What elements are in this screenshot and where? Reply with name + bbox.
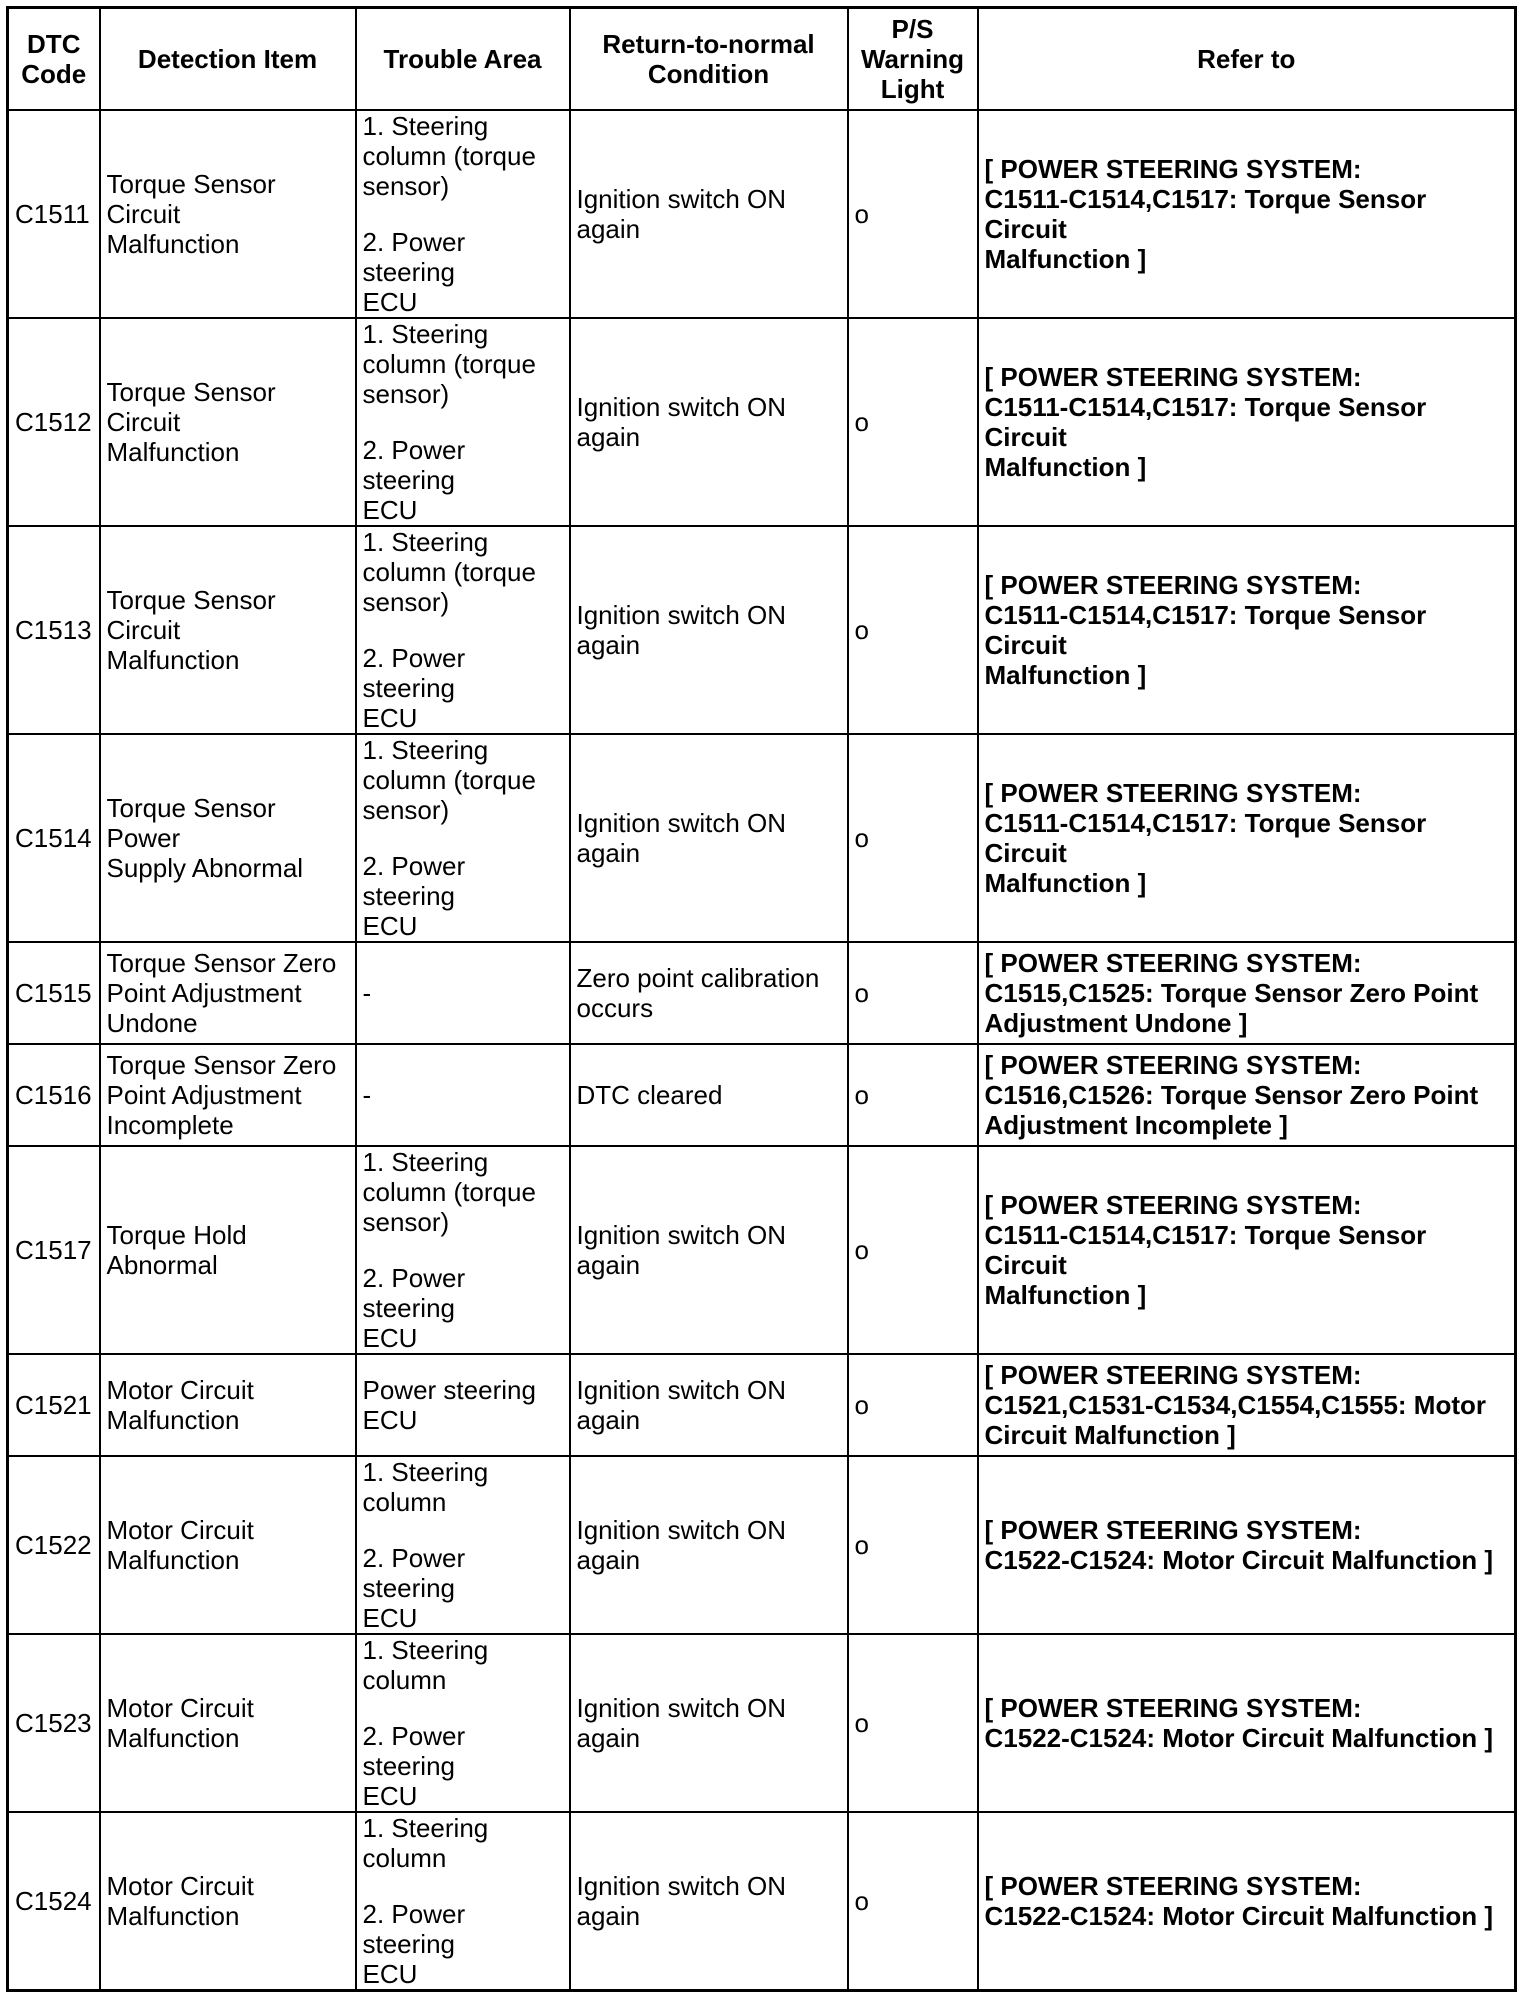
trouble-area-cell bbox=[356, 1146, 570, 1354]
detection-item-line: Torque Sensor Circuit bbox=[106, 585, 276, 645]
detection-item-cell bbox=[100, 526, 356, 734]
detection-item-line: Malfunction bbox=[106, 229, 240, 259]
trouble-area-line: ECU bbox=[362, 1405, 418, 1435]
return-condition-cell bbox=[570, 942, 848, 1044]
return-condition-cell bbox=[570, 318, 848, 526]
refer-to-cell bbox=[978, 942, 1516, 1044]
dtc-code-cell: C1522 bbox=[8, 1456, 100, 1634]
return-condition-cell bbox=[570, 1634, 848, 1812]
dtc-table-body bbox=[8, 110, 1516, 1991]
refer-to-line: [ POWER STEERING SYSTEM: bbox=[984, 1190, 1362, 1220]
refer-to-cell bbox=[978, 318, 1516, 526]
header-trouble-area bbox=[356, 8, 570, 111]
refer-to-line: [ POWER STEERING SYSTEM: bbox=[984, 1050, 1362, 1080]
header-dtc-code-line: DTC bbox=[27, 29, 81, 59]
trouble-area-line: 1. Steering bbox=[362, 1813, 489, 1843]
trouble-area-line: ECU bbox=[362, 911, 418, 941]
trouble-area-line: sensor) bbox=[362, 795, 450, 825]
trouble-area-line: column (torque bbox=[362, 765, 536, 795]
refer-to-line: [ POWER STEERING SYSTEM: bbox=[984, 1871, 1362, 1901]
warning-light-cell: o bbox=[848, 1812, 978, 1991]
detection-item-line: Malfunction bbox=[106, 437, 240, 467]
return-condition-cell bbox=[570, 1354, 848, 1456]
trouble-area-cell bbox=[356, 1456, 570, 1634]
detection-item-cell bbox=[100, 1634, 356, 1812]
return-condition-line: DTC cleared bbox=[576, 1080, 723, 1110]
header-trouble-area-line: Trouble Area bbox=[383, 44, 542, 74]
trouble-area-line: - bbox=[362, 978, 372, 1008]
trouble-area-line: column (torque bbox=[362, 141, 536, 171]
detection-item-line: Torque Sensor Circuit bbox=[106, 377, 276, 437]
return-condition-line: Ignition switch ON bbox=[576, 1220, 787, 1250]
header-detection-item bbox=[100, 8, 356, 111]
table-row bbox=[8, 318, 1516, 526]
return-condition-line: again bbox=[576, 214, 641, 244]
refer-to-line: Malfunction ] bbox=[984, 868, 1147, 898]
return-condition-cell bbox=[570, 1146, 848, 1354]
trouble-area-line: column bbox=[362, 1665, 447, 1695]
table-row bbox=[8, 1354, 1516, 1456]
detection-item-line: Motor Circuit bbox=[106, 1515, 254, 1545]
return-condition-line: again bbox=[576, 1405, 641, 1435]
header-warning-light-line: Warning bbox=[860, 44, 965, 74]
refer-to-cell bbox=[978, 110, 1516, 318]
trouble-area-cell bbox=[356, 1044, 570, 1146]
trouble-area-line: ECU bbox=[362, 1603, 418, 1633]
refer-to-cell bbox=[978, 1146, 1516, 1354]
return-condition-line: Ignition switch ON bbox=[576, 184, 787, 214]
detection-item-line: Supply Abnormal bbox=[106, 853, 304, 883]
detection-item-line: Incomplete bbox=[106, 1110, 234, 1140]
refer-to-line: C1522-C1524: Motor Circuit Malfunction ] bbox=[984, 1723, 1494, 1753]
trouble-area-line: 1. Steering bbox=[362, 319, 489, 349]
dtc-code-cell: C1521 bbox=[8, 1354, 100, 1456]
dtc-code-cell: C1517 bbox=[8, 1146, 100, 1354]
detection-item-line: Torque Sensor Circuit bbox=[106, 169, 276, 229]
header-return-condition-line: Condition bbox=[647, 59, 770, 89]
trouble-area-line: ECU bbox=[362, 1323, 418, 1353]
return-condition-line: again bbox=[576, 630, 641, 660]
trouble-area-line: ECU bbox=[362, 1959, 418, 1989]
refer-to-line: C1511-C1514,C1517: Torque Sensor Circuit bbox=[984, 1220, 1427, 1280]
trouble-area-cell bbox=[356, 318, 570, 526]
refer-to-line: C1511-C1514,C1517: Torque Sensor Circuit bbox=[984, 184, 1427, 244]
trouble-area-line: 2. Power steering bbox=[362, 1543, 466, 1603]
refer-to-line: C1511-C1514,C1517: Torque Sensor Circuit bbox=[984, 392, 1427, 452]
table-row bbox=[8, 526, 1516, 734]
trouble-area-line: 2. Power steering bbox=[362, 643, 466, 703]
refer-to-line: C1521,C1531-C1534,C1554,C1555: Motor bbox=[984, 1390, 1486, 1420]
table-row bbox=[8, 110, 1516, 318]
refer-to-line: C1522-C1524: Motor Circuit Malfunction ] bbox=[984, 1545, 1494, 1575]
trouble-area-cell bbox=[356, 526, 570, 734]
refer-to-line: C1511-C1514,C1517: Torque Sensor Circuit bbox=[984, 808, 1427, 868]
refer-to-cell bbox=[978, 1634, 1516, 1812]
dtc-code-cell: C1512 bbox=[8, 318, 100, 526]
dtc-code-cell: C1513 bbox=[8, 526, 100, 734]
detection-item-line: Motor Circuit bbox=[106, 1871, 254, 1901]
trouble-area-line: column (torque bbox=[362, 349, 536, 379]
return-condition-cell bbox=[570, 110, 848, 318]
detection-item-cell bbox=[100, 1812, 356, 1991]
trouble-area-line: 1. Steering bbox=[362, 1635, 489, 1665]
dtc-code-cell: C1516 bbox=[8, 1044, 100, 1146]
trouble-area-line: 1. Steering bbox=[362, 1147, 489, 1177]
dtc-code-cell: C1524 bbox=[8, 1812, 100, 1991]
detection-item-cell bbox=[100, 1354, 356, 1456]
refer-to-cell bbox=[978, 526, 1516, 734]
refer-to-cell bbox=[978, 1456, 1516, 1634]
return-condition-line: Ignition switch ON bbox=[576, 808, 787, 838]
detection-item-line: Malfunction bbox=[106, 1901, 240, 1931]
return-condition-cell bbox=[570, 1812, 848, 1991]
trouble-area-cell bbox=[356, 1354, 570, 1456]
detection-item-cell bbox=[100, 942, 356, 1044]
trouble-area-line: 1. Steering bbox=[362, 527, 489, 557]
return-condition-line: again bbox=[576, 1250, 641, 1280]
header-dtc-code bbox=[8, 8, 100, 111]
detection-item-line: Torque Hold bbox=[106, 1220, 247, 1250]
table-row bbox=[8, 734, 1516, 942]
dtc-table bbox=[6, 6, 1517, 1992]
trouble-area-line: Power steering bbox=[362, 1375, 536, 1405]
return-condition-line: Zero point calibration bbox=[576, 963, 820, 993]
trouble-area-line: 2. Power steering bbox=[362, 435, 466, 495]
detection-item-cell bbox=[100, 734, 356, 942]
refer-to-cell bbox=[978, 1044, 1516, 1146]
refer-to-line: C1516,C1526: Torque Sensor Zero Point bbox=[984, 1080, 1479, 1110]
refer-to-line: [ POWER STEERING SYSTEM: bbox=[984, 362, 1362, 392]
return-condition-line: Ignition switch ON bbox=[576, 1693, 787, 1723]
warning-light-cell: o bbox=[848, 942, 978, 1044]
detection-item-line: Undone bbox=[106, 1008, 198, 1038]
return-condition-line: occurs bbox=[576, 993, 654, 1023]
return-condition-cell bbox=[570, 526, 848, 734]
table-row bbox=[8, 1146, 1516, 1354]
trouble-area-line: ECU bbox=[362, 703, 418, 733]
dtc-code-cell: C1515 bbox=[8, 942, 100, 1044]
trouble-area-cell bbox=[356, 1812, 570, 1991]
header-return-condition bbox=[570, 8, 848, 111]
header-row bbox=[8, 8, 1516, 111]
refer-to-line: [ POWER STEERING SYSTEM: bbox=[984, 948, 1362, 978]
table-row bbox=[8, 1634, 1516, 1812]
warning-light-cell: o bbox=[848, 1456, 978, 1634]
refer-to-line: [ POWER STEERING SYSTEM: bbox=[984, 1360, 1362, 1390]
trouble-area-line: sensor) bbox=[362, 171, 450, 201]
trouble-area-line: 2. Power steering bbox=[362, 1899, 466, 1959]
return-condition-line: again bbox=[576, 1723, 641, 1753]
trouble-area-line: ECU bbox=[362, 287, 418, 317]
refer-to-line: C1515,C1525: Torque Sensor Zero Point bbox=[984, 978, 1479, 1008]
warning-light-cell: o bbox=[848, 1044, 978, 1146]
trouble-area-cell bbox=[356, 942, 570, 1044]
trouble-area-cell bbox=[356, 1634, 570, 1812]
return-condition-line: Ignition switch ON bbox=[576, 1375, 787, 1405]
warning-light-cell: o bbox=[848, 1146, 978, 1354]
return-condition-cell bbox=[570, 1456, 848, 1634]
refer-to-line: [ POWER STEERING SYSTEM: bbox=[984, 1515, 1362, 1545]
trouble-area-line: - bbox=[362, 1080, 372, 1110]
refer-to-line: [ POWER STEERING SYSTEM: bbox=[984, 1693, 1362, 1723]
trouble-area-line: ECU bbox=[362, 495, 418, 525]
trouble-area-line: column (torque bbox=[362, 557, 536, 587]
return-condition-line: again bbox=[576, 1545, 641, 1575]
dtc-code-cell: C1514 bbox=[8, 734, 100, 942]
refer-to-line: Circuit Malfunction ] bbox=[984, 1420, 1236, 1450]
header-dtc-code-line: Code bbox=[21, 59, 87, 89]
detection-item-cell bbox=[100, 318, 356, 526]
detection-item-cell bbox=[100, 1044, 356, 1146]
header-warning-light-line: Light bbox=[880, 74, 945, 104]
detection-item-cell bbox=[100, 110, 356, 318]
trouble-area-line: 2. Power steering bbox=[362, 227, 466, 287]
header-warning-light-line: P/S bbox=[891, 14, 934, 44]
header-detection-item-line: Detection Item bbox=[137, 44, 318, 74]
header-return-condition-line: Return-to-normal bbox=[602, 29, 815, 59]
return-condition-line: again bbox=[576, 422, 641, 452]
detection-item-line: Motor Circuit bbox=[106, 1693, 254, 1723]
trouble-area-line: ECU bbox=[362, 1781, 418, 1811]
refer-to-line: C1522-C1524: Motor Circuit Malfunction ] bbox=[984, 1901, 1494, 1931]
trouble-area-line: sensor) bbox=[362, 379, 450, 409]
detection-item-line: Malfunction bbox=[106, 645, 240, 675]
refer-to-cell bbox=[978, 1812, 1516, 1991]
trouble-area-line: 2. Power steering bbox=[362, 851, 466, 911]
trouble-area-line: column (torque bbox=[362, 1177, 536, 1207]
trouble-area-line: sensor) bbox=[362, 587, 450, 617]
trouble-area-line: sensor) bbox=[362, 1207, 450, 1237]
return-condition-line: Ignition switch ON bbox=[576, 1515, 787, 1545]
detection-item-line: Torque Sensor Zero bbox=[106, 1050, 337, 1080]
trouble-area-line: 1. Steering bbox=[362, 1457, 489, 1487]
trouble-area-line: column bbox=[362, 1487, 447, 1517]
warning-light-cell: o bbox=[848, 318, 978, 526]
return-condition-line: again bbox=[576, 1901, 641, 1931]
header-warning-light bbox=[848, 8, 978, 111]
header-refer-to bbox=[978, 8, 1516, 111]
refer-to-cell bbox=[978, 734, 1516, 942]
return-condition-cell bbox=[570, 734, 848, 942]
return-condition-cell bbox=[570, 1044, 848, 1146]
warning-light-cell: o bbox=[848, 526, 978, 734]
warning-light-cell: o bbox=[848, 110, 978, 318]
warning-light-cell: o bbox=[848, 1354, 978, 1456]
dtc-code-cell: C1511 bbox=[8, 110, 100, 318]
trouble-area-line: column bbox=[362, 1843, 447, 1873]
header-refer-to-line: Refer to bbox=[1197, 44, 1296, 74]
detection-item-line: Malfunction bbox=[106, 1405, 240, 1435]
dtc-code-cell: C1523 bbox=[8, 1634, 100, 1812]
warning-light-cell: o bbox=[848, 734, 978, 942]
trouble-area-line: 1. Steering bbox=[362, 111, 489, 141]
refer-to-line: C1511-C1514,C1517: Torque Sensor Circuit bbox=[984, 600, 1427, 660]
return-condition-line: Ignition switch ON bbox=[576, 1871, 787, 1901]
detection-item-cell bbox=[100, 1456, 356, 1634]
refer-to-line: Adjustment Undone ] bbox=[984, 1008, 1248, 1038]
return-condition-line: Ignition switch ON bbox=[576, 600, 787, 630]
table-row bbox=[8, 1812, 1516, 1991]
detection-item-line: Point Adjustment bbox=[106, 978, 302, 1008]
detection-item-cell bbox=[100, 1146, 356, 1354]
detection-item-line: Abnormal bbox=[106, 1250, 218, 1280]
trouble-area-line: 1. Steering bbox=[362, 735, 489, 765]
refer-to-line: Malfunction ] bbox=[984, 1280, 1147, 1310]
warning-light-cell: o bbox=[848, 1634, 978, 1812]
table-row bbox=[8, 1456, 1516, 1634]
return-condition-line: Ignition switch ON bbox=[576, 392, 787, 422]
refer-to-line: Malfunction ] bbox=[984, 244, 1147, 274]
refer-to-line: Malfunction ] bbox=[984, 660, 1147, 690]
table-row bbox=[8, 1044, 1516, 1146]
detection-item-line: Point Adjustment bbox=[106, 1080, 302, 1110]
refer-to-line: [ POWER STEERING SYSTEM: bbox=[984, 570, 1362, 600]
refer-to-line: Malfunction ] bbox=[984, 452, 1147, 482]
detection-item-line: Malfunction bbox=[106, 1545, 240, 1575]
detection-item-line: Torque Sensor Power bbox=[106, 793, 276, 853]
table-row bbox=[8, 942, 1516, 1044]
refer-to-line: [ POWER STEERING SYSTEM: bbox=[984, 778, 1362, 808]
return-condition-line: again bbox=[576, 838, 641, 868]
trouble-area-cell bbox=[356, 110, 570, 318]
trouble-area-line: 2. Power steering bbox=[362, 1263, 466, 1323]
refer-to-cell bbox=[978, 1354, 1516, 1456]
refer-to-line: [ POWER STEERING SYSTEM: bbox=[984, 154, 1362, 184]
trouble-area-line: 2. Power steering bbox=[362, 1721, 466, 1781]
detection-item-line: Motor Circuit bbox=[106, 1375, 254, 1405]
detection-item-line: Malfunction bbox=[106, 1723, 240, 1753]
trouble-area-cell bbox=[356, 734, 570, 942]
refer-to-line: Adjustment Incomplete ] bbox=[984, 1110, 1288, 1140]
detection-item-line: Torque Sensor Zero bbox=[106, 948, 337, 978]
